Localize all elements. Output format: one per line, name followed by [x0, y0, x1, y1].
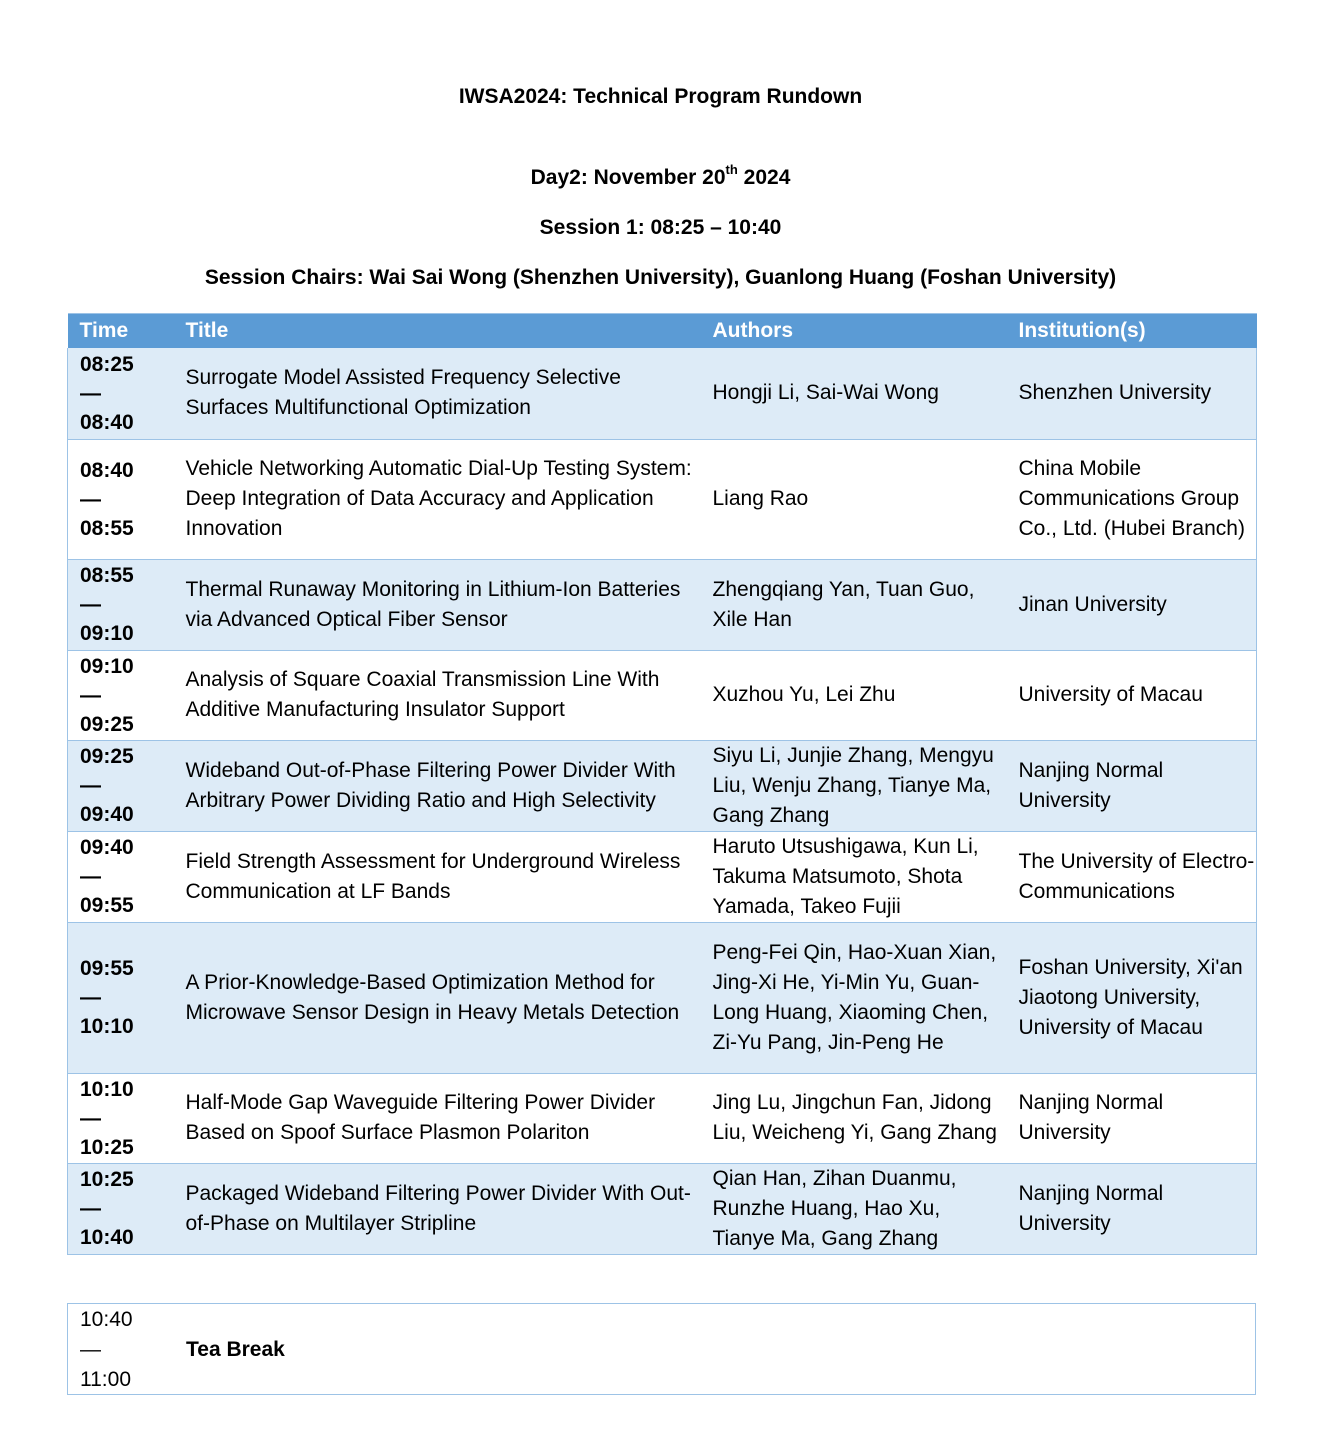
time-separator: —	[80, 381, 101, 405]
authors-cell: Qian Han, Zihan Duanmu, Runzhe Huang, Hao Xu, Tianye Ma, Gang Zhang	[701, 1163, 1007, 1254]
table-row	[68, 439, 1257, 559]
end-time: 09:10	[80, 622, 134, 645]
authors-cell: Jing Lu, Jingchun Fan, Jidong Liu, Weicheng Yi, Gang Zhang	[701, 1073, 1007, 1163]
header-institution: Institution(s)	[1007, 314, 1257, 349]
time-cell	[68, 831, 175, 922]
table-row	[68, 650, 1257, 740]
time-separator: —	[80, 1106, 101, 1130]
table-row	[68, 348, 1257, 439]
authors-cell: Hongji Li, Sai-Wai Wong	[701, 348, 1007, 439]
tea-break-label: Tea Break	[186, 1338, 285, 1361]
table-row	[68, 559, 1257, 650]
authors-cell: Peng-Fei Qin, Hao-Xuan Xian, Jing-Xi He, Yi-Min Yu, Guan-Long Huang, Xiaoming Chen, Zi-Yu Pang, Jin-Peng He	[701, 922, 1007, 1073]
time-separator: —	[80, 1197, 101, 1220]
table-row	[68, 1073, 1257, 1163]
table-row	[68, 831, 1257, 922]
end-time: 09:55	[80, 894, 134, 917]
title-cell: Analysis of Square Coaxial Transmission Line With Additive Manufacturing Insulator Support	[175, 650, 701, 740]
tea-break-separator: —	[80, 1338, 101, 1361]
time-cell	[68, 1073, 175, 1163]
time-cell	[68, 740, 175, 831]
title-cell: Field Strength Assessment for Underground Wireless Communication at LF Bands	[175, 831, 701, 922]
institution-cell: Shenzhen University	[1007, 348, 1257, 439]
start-time: 10:10	[80, 1077, 134, 1101]
start-time: 09:25	[80, 745, 134, 768]
table-row	[68, 740, 1257, 831]
time-cell	[68, 1163, 175, 1254]
time-cell	[68, 439, 175, 559]
time-cell	[68, 922, 175, 1073]
authors-cell: Zhengqiang Yan, Tuan Guo, Xile Han	[701, 559, 1007, 650]
end-time: 10:25	[80, 1135, 134, 1159]
table-header-row	[68, 314, 1257, 349]
start-time: 10:25	[80, 1168, 134, 1191]
start-time: 08:55	[80, 564, 134, 587]
end-time: 08:55	[80, 516, 134, 540]
day-year: 2024	[743, 166, 791, 189]
day-superscript: th	[725, 162, 738, 177]
document-title: IWSA2024: Technical Program Rundown	[458, 85, 863, 108]
time-cell	[68, 650, 175, 740]
header-time: Time	[68, 314, 175, 349]
institution-cell: China Mobile Communications Group Co., Ltd. (Hubei Branch)	[1007, 439, 1257, 559]
program-table	[67, 313, 1257, 1255]
time-separator: —	[80, 865, 101, 888]
session-chairs: Session Chairs: Wai Sai Wong (Shenzhen University), Guanlong Huang (Foshan University)	[204, 266, 1117, 289]
start-time: 08:25	[80, 352, 134, 376]
time-cell	[68, 348, 175, 439]
day-label: Day2: November 20	[530, 166, 726, 189]
institution-cell: Nanjing Normal University	[1007, 1163, 1257, 1254]
authors-cell: Liang Rao	[701, 439, 1007, 559]
start-time: 09:10	[80, 654, 134, 678]
start-time: 09:55	[80, 957, 134, 980]
institution-cell: Nanjing Normal University	[1007, 1073, 1257, 1163]
title-cell: Packaged Wideband Filtering Power Divider With Out-of-Phase on Multilayer Stripline	[175, 1163, 701, 1254]
institution-cell: The University of Electro-Communications	[1007, 831, 1257, 922]
time-separator: —	[80, 487, 101, 511]
tea-break-start: 10:40	[80, 1308, 133, 1331]
time-separator: —	[80, 774, 101, 797]
start-time: 09:40	[80, 836, 134, 859]
title-cell: Half-Mode Gap Waveguide Filtering Power Divider Based on Spoof Surface Plasmon Polariton	[175, 1073, 701, 1163]
title-cell: Surrogate Model Assisted Frequency Selective Surfaces Multifunctional Optimization	[175, 348, 701, 439]
session-heading: Session 1: 08:25 – 10:40	[539, 216, 782, 239]
day-heading	[0, 162, 1321, 191]
tea-break-row	[67, 1303, 1256, 1395]
header-authors: Authors	[701, 314, 1007, 349]
end-time: 10:10	[80, 1015, 134, 1038]
end-time: 10:40	[80, 1226, 134, 1249]
end-time: 09:25	[80, 712, 134, 736]
institution-cell: Jinan University	[1007, 559, 1257, 650]
authors-cell: Haruto Utsushigawa, Kun Li, Takuma Matsumoto, Shota Yamada, Takeo Fujii	[701, 831, 1007, 922]
time-separator: —	[80, 986, 101, 1009]
time-separator: —	[80, 683, 101, 707]
title-cell: Wideband Out-of-Phase Filtering Power Divider With Arbitrary Power Dividing Ratio and High Selectivity	[175, 740, 701, 831]
title-cell: A Prior-Knowledge-Based Optimization Method for Microwave Sensor Design in Heavy Metals Detection	[175, 922, 701, 1073]
end-time: 09:40	[80, 803, 134, 826]
end-time: 08:40	[80, 410, 134, 434]
title-cell: Vehicle Networking Automatic Dial-Up Testing System: Deep Integration of Data Accuracy and Application Innovation	[175, 439, 701, 559]
table-row	[68, 1163, 1257, 1254]
table-row	[68, 922, 1257, 1073]
start-time: 08:40	[80, 458, 134, 482]
title-cell: Thermal Runaway Monitoring in Lithium-Ion Batteries via Advanced Optical Fiber Sensor	[175, 559, 701, 650]
tea-break-time	[80, 1305, 133, 1395]
institution-cell: University of Macau	[1007, 650, 1257, 740]
tea-break-end: 11:00	[80, 1368, 131, 1391]
institution-cell: Nanjing Normal University	[1007, 740, 1257, 831]
time-separator: —	[80, 593, 101, 616]
authors-cell: Siyu Li, Junjie Zhang, Mengyu Liu, Wenju Zhang, Tianye Ma, Gang Zhang	[701, 740, 1007, 831]
header-title: Title	[175, 314, 701, 349]
institution-cell: Foshan University, Xi'an Jiaotong University, University of Macau	[1007, 922, 1257, 1073]
time-cell	[68, 559, 175, 650]
authors-cell: Xuzhou Yu, Lei Zhu	[701, 650, 1007, 740]
